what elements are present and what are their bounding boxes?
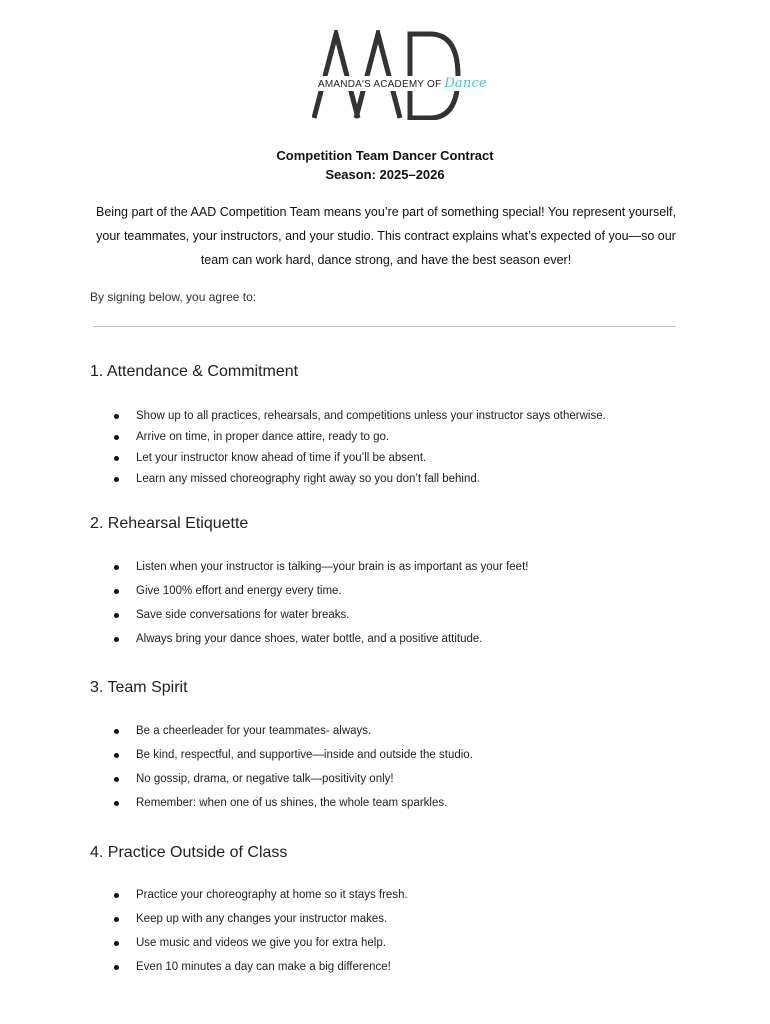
list-item: Save side conversations for water breaks.: [112, 603, 528, 627]
rehearsal-list: [112, 555, 528, 651]
intro-paragraph: Being part of the AAD Competition Team means you’re part of something special! You represent yourself, your teammates, your instructors, and your studio. This contract explains what’s expected of you—so our team can work hard, dance strong, and have the best season ever!: [96, 205, 676, 267]
list-item: Be kind, respectful, and supportive—inside and outside the studio.: [112, 743, 473, 767]
academy-logo: [312, 30, 487, 120]
section-heading-rehearsal: 2. Rehearsal Etiquette: [90, 515, 249, 532]
logo-text: AMANDA'S ACADEMY OF: [318, 79, 442, 90]
list-item: Use music and videos we give you for extra help.: [112, 931, 408, 955]
list-item: Always bring your dance shoes, water bottle, and a positive attitude.: [112, 627, 528, 651]
list-item: Listen when your instructor is talking—your brain is as important as your feet!: [112, 555, 528, 579]
list-item: Show up to all practices, rehearsals, and competitions unless your instructor says otherwise.: [112, 406, 606, 427]
contract-title: Competition Team Dancer Contract: [276, 148, 494, 163]
list-item: Arrive on time, in proper dance attire, ready to go.: [112, 427, 606, 448]
list-item: Learn any missed choreography right away so you don’t fall behind.: [112, 469, 606, 490]
divider-line: [94, 326, 676, 327]
list-item: Be a cheerleader for your teammates- always.: [112, 719, 473, 743]
list-item: Let your instructor know ahead of time if you’ll be absent.: [112, 448, 606, 469]
logo-letters-graphic: [312, 30, 462, 120]
list-item: Keep up with any changes your instructor makes.: [112, 907, 408, 931]
attendance-list: [112, 406, 606, 490]
team-spirit-list: [112, 719, 473, 815]
practice-list: [112, 883, 408, 979]
list-item: Remember: when one of us shines, the whole team sparkles.: [112, 791, 473, 815]
section-heading-team-spirit: 3. Team Spirit: [90, 679, 188, 696]
list-item: Even 10 minutes a day can make a big difference!: [112, 955, 408, 979]
agreement-prompt: By signing below, you agree to:: [90, 290, 257, 304]
section-heading-attendance: 1. Attendance & Commitment: [90, 363, 299, 380]
section-heading-practice: 4. Practice Outside of Class: [90, 844, 288, 861]
logo-script-text: Dance: [444, 76, 487, 91]
list-item: Give 100% effort and energy every time.: [112, 579, 528, 603]
list-item: Practice your choreography at home so it stays fresh.: [112, 883, 408, 907]
season-label: Season: 2025–2026: [325, 167, 445, 182]
list-item: No gossip, drama, or negative talk—positivity only!: [112, 767, 473, 791]
logo-wordmark: [316, 76, 489, 91]
